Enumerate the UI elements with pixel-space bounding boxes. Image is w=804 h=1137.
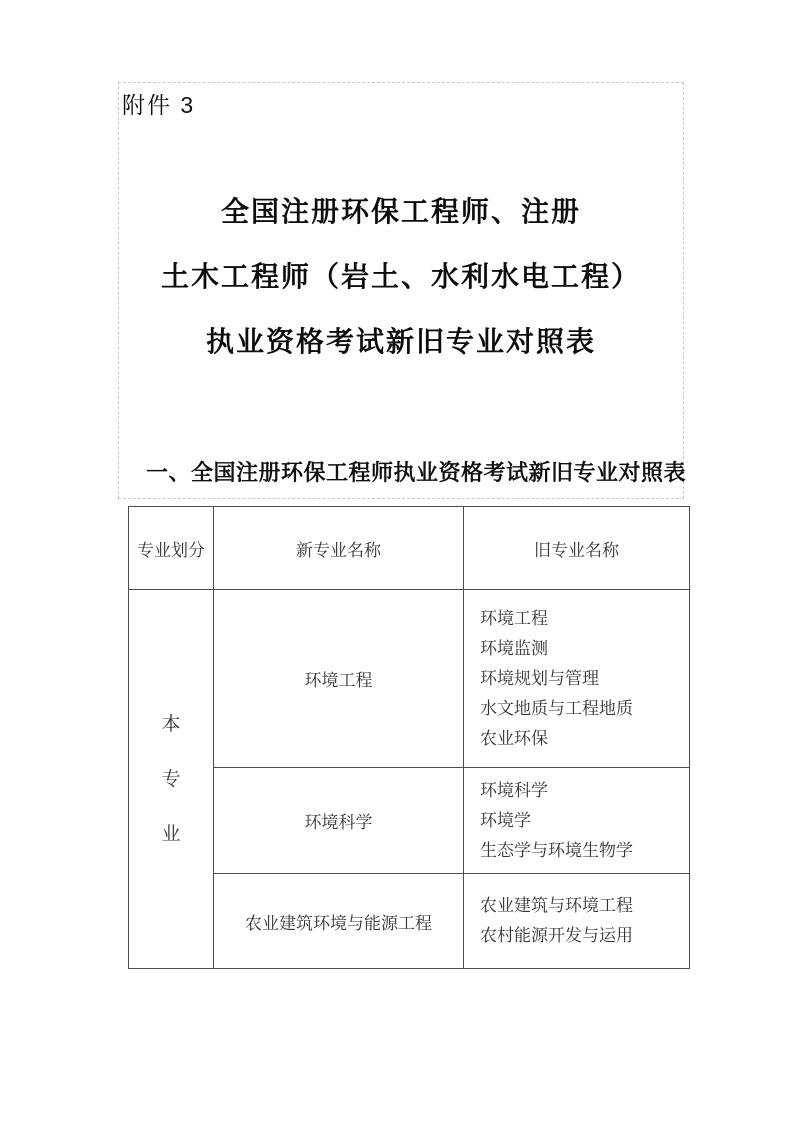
old-major-line: 生态学与环境生物学 bbox=[480, 840, 633, 860]
major-comparison-table bbox=[128, 506, 690, 969]
old-majors-cell bbox=[464, 874, 690, 969]
old-majors-cell bbox=[464, 768, 690, 874]
document-title-line-3: 执业资格考试新旧专业对照表 bbox=[205, 327, 596, 358]
old-majors-list bbox=[464, 604, 689, 754]
document-title-line-1: 全国注册环保工程师、注册 bbox=[220, 197, 581, 228]
table-row bbox=[129, 768, 690, 874]
old-major-line: 环境科学 bbox=[480, 780, 548, 800]
old-major-line: 环境工程 bbox=[480, 608, 548, 628]
new-major-cell: 环境工程 bbox=[214, 590, 464, 768]
old-majors-list bbox=[464, 891, 689, 951]
table-header-row bbox=[129, 507, 690, 590]
old-majors-cell bbox=[464, 590, 690, 768]
category-char: 业 bbox=[161, 823, 181, 845]
old-major-line: 农业建筑与环境工程 bbox=[480, 896, 633, 915]
new-major-cell: 环境科学 bbox=[214, 768, 464, 874]
document-title-line-2: 土木工程师（岩土、水利水电工程） bbox=[160, 262, 641, 293]
old-major-line: 环境监测 bbox=[480, 638, 548, 658]
old-majors-list bbox=[464, 776, 689, 866]
table-row bbox=[129, 590, 690, 768]
category-char: 本 bbox=[161, 713, 181, 735]
document-title bbox=[119, 180, 683, 375]
category-char: 专 bbox=[161, 768, 181, 790]
old-major-line: 水文地质与工程地质 bbox=[480, 698, 633, 718]
title-block bbox=[118, 82, 687, 499]
section-heading: 一、全国注册环保工程师执业资格考试新旧专业对照表 bbox=[146, 460, 687, 485]
attachment-label: 附件 3 bbox=[122, 92, 196, 118]
old-major-line: 农村能源开发与运用 bbox=[480, 926, 633, 945]
old-major-line: 环境规划与管理 bbox=[480, 668, 599, 688]
old-major-line: 农业环保 bbox=[480, 728, 548, 748]
table-row bbox=[129, 874, 690, 969]
column-header-major-division: 专业划分 bbox=[129, 507, 214, 590]
old-major-line: 环境学 bbox=[480, 810, 531, 830]
column-header-new-major: 新专业名称 bbox=[214, 507, 464, 590]
new-major-cell: 农业建筑环境与能源工程 bbox=[214, 874, 464, 969]
column-header-old-major: 旧专业名称 bbox=[464, 507, 690, 590]
category-cell-benzhuanye bbox=[129, 590, 214, 969]
